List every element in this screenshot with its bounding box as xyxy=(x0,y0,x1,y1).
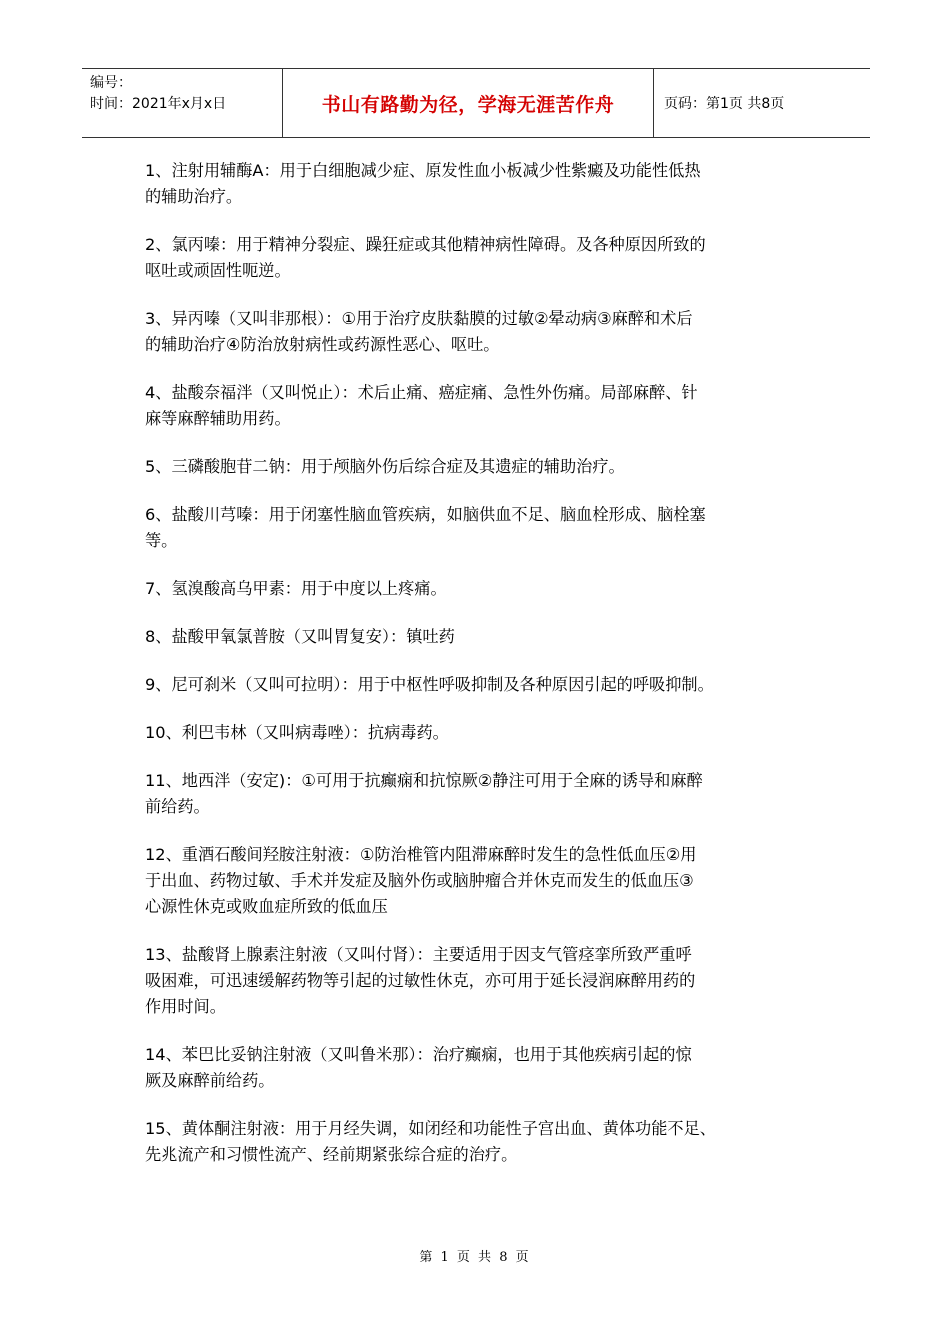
list-item: 3、异丙嗪（又叫非那根）：①用于治疗皮肤黏膜的过敏②晕动病③麻醉和术后 的辅助治疗④防治放射病性或药源性恶心、呕吐。 xyxy=(145,309,693,354)
header-page-info: 页码：第1页 共8页 xyxy=(664,96,785,112)
list-item: 12、重酒石酸间羟胺注射液：①防治椎管内阻滞麻醉时发生的急性低血压②用 于出血、药物过敏、手术并发症及脑外伤或脑肿瘤合并休克而发生的低血压③ 心源性休克或败血症所致的低血压 xyxy=(145,845,697,916)
list-item: 4、盐酸奈福泮（又叫悦止）：术后止痛、癌症痛、急性外伤痛。局部麻醉、针 麻等麻醉辅助用药。 xyxy=(145,383,698,428)
list-item: 1、注射用辅酶A：用于白细胞减少症、原发性血小板减少性紫癜及功能性低热 的辅助治疗。 xyxy=(145,161,701,206)
list-item: 2、氯丙嗪：用于精神分裂症、躁狂症或其他精神病性障碍。及各种原因所致的 呕吐或顽固性呃逆。 xyxy=(145,235,706,280)
list-item: 5、三磷酸胞苷二钠：用于颅脑外伤后综合症及其遗症的辅助治疗。 xyxy=(145,457,625,476)
list-item: 11、地西泮（安定)：①可用于抗癫痫和抗惊厥②静注可用于全麻的诱导和麻醉 前给药。 xyxy=(145,771,703,816)
header-meta xyxy=(82,69,283,137)
list-item: 6、盐酸川芎嗪：用于闭塞性脑血管疾病，如脑供血不足、脑血栓形成、脑栓塞 等。 xyxy=(145,505,706,550)
list-item: 7、氢溴酸高乌甲素：用于中度以上疼痛。 xyxy=(145,579,447,598)
document-time-label: 时间：2021年x月x日 xyxy=(90,96,227,112)
header-motto-cell xyxy=(283,69,654,137)
document-number-label: 编号： xyxy=(90,75,132,91)
list-item: 8、盐酸甲氧氯普胺（又叫胃复安）：镇吐药 xyxy=(145,627,455,646)
header-motto: 书山有路勤为径，学海无涯苦作舟 xyxy=(321,93,615,116)
list-item: 15、黄体酮注射液：用于月经失调，如闭经和功能性子宫出血、黄体功能不足、 先兆流产和习惯性流产、经前期紧张综合症的治疗。 xyxy=(145,1119,716,1164)
page-header xyxy=(82,68,870,138)
page-footer: 第 1 页 共 8 页 xyxy=(419,1250,531,1265)
list-item: 10、利巴韦林（又叫病毒唑）：抗病毒药。 xyxy=(145,723,449,742)
drug-list xyxy=(145,158,825,1190)
list-item: 13、盐酸肾上腺素注射液（又叫付肾）：主要适用于因支气管痉挛所致严重呼 吸困难，可迅速缓解药物等引起的过敏性休克，亦可用于延长浸润麻醉用药的 作用时间。 xyxy=(145,945,696,1016)
list-item: 14、苯巴比妥钠注射液（又叫鲁米那）：治疗癫痫，也用于其他疾病引起的惊 厥及麻醉前给药。 xyxy=(145,1045,692,1090)
list-item: 9、尼可刹米（又叫可拉明）：用于中枢性呼吸抑制及各种原因引起的呼吸抑制。 xyxy=(145,675,714,694)
